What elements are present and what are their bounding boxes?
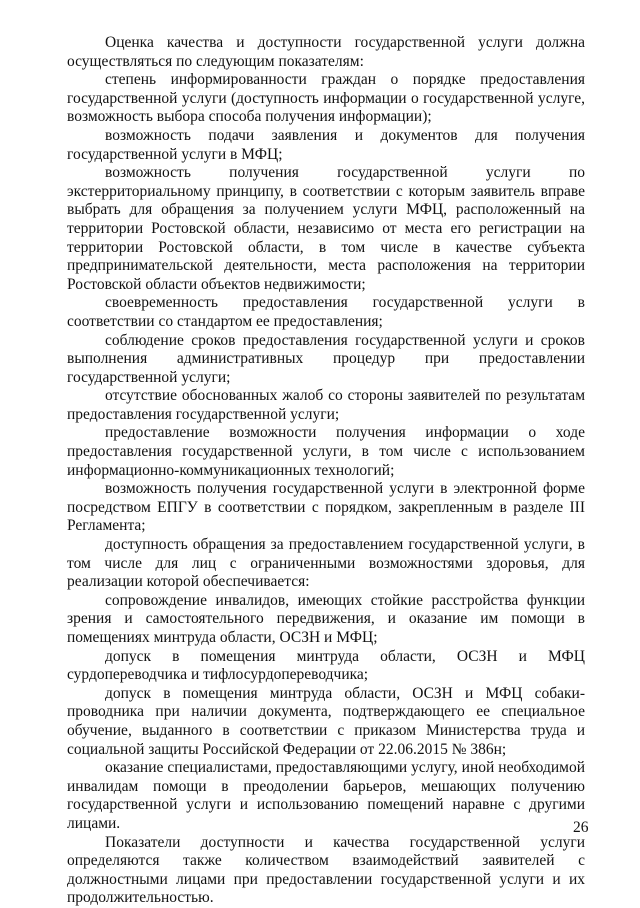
paragraph-mfc-submission: возможность подачи заявления и документов для получения государственной услуги в МФЦ;: [67, 126, 585, 163]
paragraph-progress-info: предоставление возможности получения информации о ходе предоставления государственной услуги, в том числе с использованием информационно-коммуникационных технологий;: [67, 424, 585, 479]
paragraph-complaints: отсутствие обоснованных жалоб со стороны заявителей по результатам предоставления государственной услуги;: [67, 387, 585, 423]
paragraph-interactions: Показатели доступности и качества государственной услуги определяются также количеством взаимодействий заявителей с должностными лицами при предоставлении государственной услуги и их продолжительностью.: [67, 833, 585, 907]
paragraph-timeliness: своевременность предоставления государственной услуги в соответствии со стандартом ее предоставления;: [67, 294, 585, 330]
paragraph-assistance: оказание специалистами, предоставляющими услугу, иной необходимой инвалидам помощи в преодолении барьеров, мешающих получению государственной услуги и использованию помещений наравне с другими лицами.: [67, 759, 585, 832]
paragraph-guide-dog: допуск в помещения минтруда области, ОСЗН и МФЦ собаки-проводника при наличии документа, подтверждающего ее специальное обучение, выданного в соответствии с приказом Министерства труда и социальной защиты Российской Федерации от 22.06.2015 № 386н;: [67, 684, 585, 758]
paragraph-extraterritorial: возможность получения государственной услуги по экстерриториальному принципу, в соответствии с которым заявитель вправе выбрать для обращения за получением услуги МФЦ, расположенный на территории Ростовской области, независимо от места его регистрации на территории Ростовской области, в том числе в качестве субъекта предпринимательской деятельности, места расположения на территории Ростовской области объектов недвижимости;: [67, 164, 585, 293]
document-body: [67, 34, 585, 908]
page-number: 26: [573, 819, 589, 836]
paragraph-electronic-form: возможность получения государственной услуги в электронной форме посредством ЕПГУ в соответствии с порядком, закрепленным в разделе III Регламента;: [67, 480, 585, 535]
paragraph-sign-interpreter: допуск в помещения минтруда области, ОСЗН и МФЦ сурдопереводчика и тифлосурдопереводчика;: [67, 647, 585, 684]
paragraph-intro: Оценка качества и доступности государственной услуги должна осуществляться по следующим показателям:: [67, 34, 585, 70]
paragraph-informedness: степень информированности граждан о порядке предоставления государственной услуги (доступность информации о государственной услуге, возможность выбора способа получения информации);: [67, 71, 585, 126]
paragraph-escort: сопровождение инвалидов, имеющих стойкие расстройства функции зрения и самостоятельного передвижения, и оказание им помощи в помещениях минтруда области, ОСЗН и МФЦ;: [67, 591, 585, 646]
paragraph-deadlines: соблюдение сроков предоставления государственной услуги и сроков выполнения административных процедур при предоставлении государственной услуги;: [67, 331, 585, 386]
paragraph-accessibility: доступность обращения за предоставлением государственной услуги, в том числе для лиц с ограниченными возможностями здоровья, для реализации которой обеспечивается:: [67, 536, 585, 591]
